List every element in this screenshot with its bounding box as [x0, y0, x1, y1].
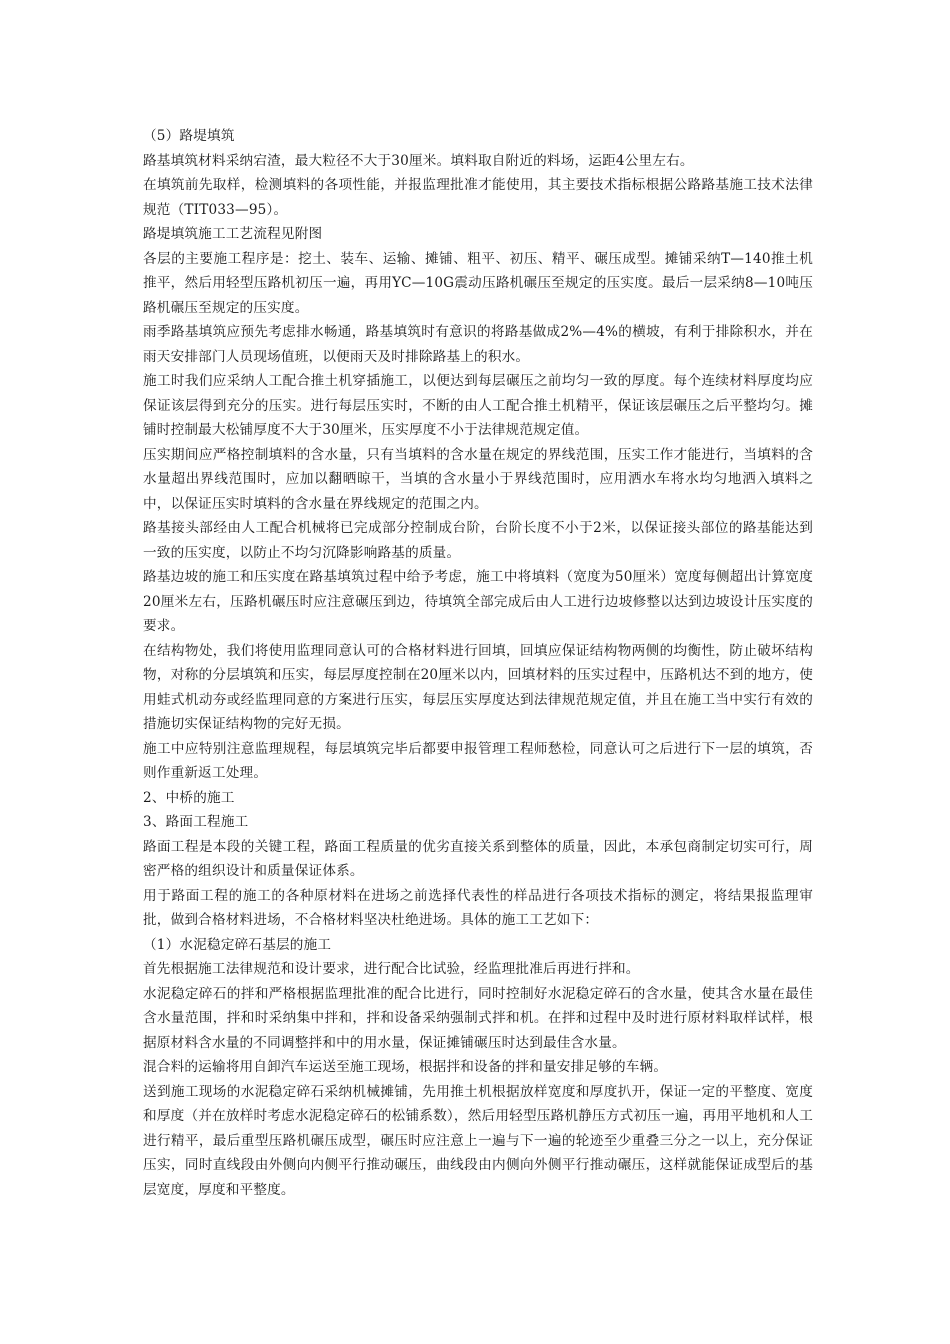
paragraph: 在结构物处，我们将使用监理同意认可的合格材料进行回填，回填应保证结构物两侧的均衡性，防止破坏结构物，对称的分层填筑和压实，每层厚度控制在20厘米以内，回填材料的压实过程中，压路机达不到的地方，使用蛙式机动夯或经监理同意的方案进行压实，每层压实厚度达到法律规范规定值，并且在施工当中实行有效的措施切实保证结构物的完好无损。: [143, 642, 813, 732]
heading-embankment-filling: （5）路堤填筑: [143, 128, 235, 144]
paragraph: 混合料的运输将用自卸汽车运送至施工现场，根据拌和设备的拌和量安排足够的车辆。: [143, 1059, 668, 1075]
paragraph: 路面工程是本段的关键工程，路面工程质量的优劣直接关系到整体的质量，因此，本承包商制定切实可行，周密严格的组织设计和质量保证体系。: [143, 838, 813, 879]
paragraph: 雨季路基填筑应预先考虑排水畅通，路基填筑时有意识的将路基做成2%—4%的横坡，有利于排除积水，并在雨天安排部门人员现场值班，以便雨天及时排除路基上的积水。: [143, 324, 813, 365]
paragraph: 送到施工现场的水泥稳定碎石采纳机械摊铺，先用推土机根据放样宽度和厚度扒开，保证一定的平整度、宽度和厚度（并在放样时考虑水泥稳定碎石的松铺系数），然后用轻型压路机静压方式初压一遍，再用平地机和人工进行精平，最后重型压路机碾压成型，碾压时应注意上一遍与下一遍的轮迹至少重叠三分之一以上，充分保证压实，同时直线段由外侧向内侧平行推动碾压，曲线段由内侧向外侧平行推动碾压，这样就能保证成型后的基层宽度，厚度和平整度。: [143, 1083, 813, 1198]
document-body: [143, 124, 813, 1202]
paragraph: 用于路面工程的施工的各种原材料在进场之前选择代表性的样品进行各项技术指标的测定，将结果报监理审批，做到合格材料进场，不合格材料坚决杜绝进场。具体的施工工艺如下：: [143, 887, 813, 928]
paragraph: 施工时我们应采纳人工配合推土机穿插施工，以便达到每层碾压之前均匀一致的厚度。每个连续材料厚度均应保证该层得到充分的压实。进行每层压实时，不断的由人工配合推土机精平，保证该层碾压之后平整均匀。摊铺时控制最大松铺厚度不大于30厘米，压实厚度不小于法律规范规定值。: [143, 373, 813, 438]
paragraph: 路堤填筑施工工艺流程见附图: [143, 226, 323, 242]
heading-pavement-construction: 3、路面工程施工: [143, 814, 249, 830]
paragraph: 在填筑前先取样，检测填料的各项性能，并报监理批准才能使用，其主要技术指标根据公路路基施工技术法律规范（TIT033—95）。: [143, 177, 813, 218]
paragraph: 各层的主要施工程序是：挖土、装车、运输、摊铺、粗平、初压、精平、碾压成型。摊铺采纳T—140推土机推平，然后用轻型压路机初压一遍，再用YC—10G震动压路机碾压至规定的压实度。最后一层采纳8—10吨压路机碾压至规定的压实度。: [143, 250, 813, 316]
paragraph: 路基接头部经由人工配合机械将已完成部分控制成台阶，台阶长度不小于2米，以保证接头部位的路基能达到一致的压实度，以防止不均匀沉降影响路基的质量。: [143, 520, 813, 561]
heading-cement-stabilized-base: （1）水泥稳定碎石基层的施工: [143, 936, 332, 953]
paragraph: 首先根据施工法律规范和设计要求，进行配合比试验，经监理批准后再进行拌和。: [143, 961, 640, 977]
paragraph: 水泥稳定碎石的拌和严格根据监理批准的配合比进行，同时控制好水泥稳定碎石的含水量，使其含水量在最佳含水量范围，拌和时采纳集中拌和，拌和设备采纳强制式拌和机。在拌和过程中及时进行原材料取样试样，根据原材料含水量的不同调整拌和中的用水量，保证摊铺碾压时达到最佳含水量。: [143, 985, 813, 1051]
paragraph: 路基填筑材料采纳宕渣，最大粒径不大于30厘米。填料取自附近的料场，运距4公里左右。: [143, 152, 694, 169]
paragraph: 路基边坡的施工和压实度在路基填筑过程中给予考虑，施工中将填料（宽度为50厘米）宽度每侧超出计算宽度20厘米左右，压路机碾压时应注意碾压到边，待填筑全部完成后由人工进行边坡修整以达到边坡设计压实度的要求。: [143, 569, 813, 634]
heading-bridge-construction: 2、中桥的施工: [143, 789, 235, 806]
paragraph: 压实期间应严格控制填料的含水量，只有当填料的含水量在规定的界线范围，压实工作才能进行，当填料的含水量超出界线范围时，应加以翻晒晾干，当填的含水量小于界线范围时，应用洒水车将水均匀地洒入填料之中，以保证压实时填料的含水量在界线规定的范围之内。: [143, 446, 813, 512]
paragraph: 施工中应特别注意监理规程，每层填筑完毕后都要申报管理工程师愁检，同意认可之后进行下一层的填筑，否则作重新返工处理。: [143, 740, 813, 781]
